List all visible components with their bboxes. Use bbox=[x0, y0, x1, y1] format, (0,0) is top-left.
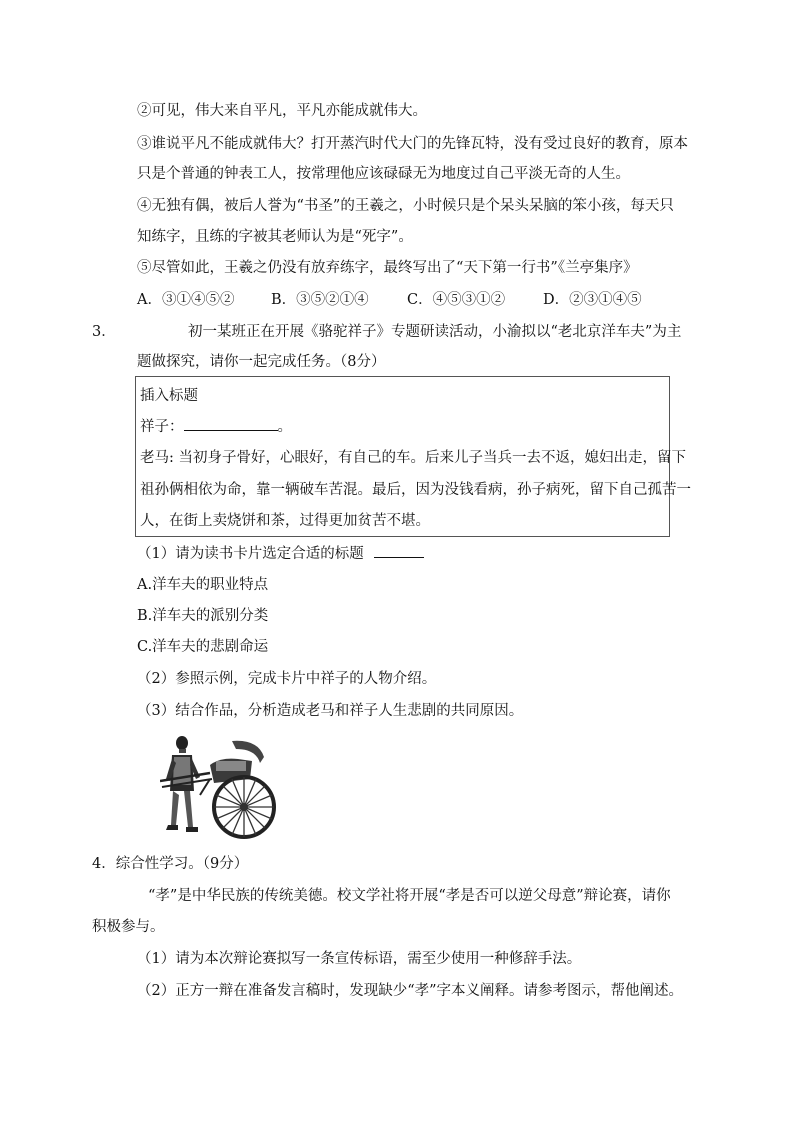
xiangzi-label: 祥子： bbox=[140, 419, 184, 435]
reading-card-xiangzi bbox=[140, 416, 292, 437]
q3-sub3: （3）结合作品，分析造成老马和祥子人生悲剧的共同原因。 bbox=[137, 703, 524, 719]
q4-sub2: （2）正方一辩在准备发言稿时，发现缺少“孝”字本义阐释。请参考图示，帮他阐述。 bbox=[137, 983, 684, 999]
q4-sub1: （1）请为本次辩论赛拟写一条宣传标语，需至少使用一种修辞手法。 bbox=[137, 951, 582, 967]
q4-title: 4．综合性学习。（9分） bbox=[92, 856, 249, 872]
q3-sub1-text: （1）请为读书卡片选定合适的标题 bbox=[137, 546, 364, 562]
q3-choice-c[interactable]: C.洋车夫的悲剧命运 bbox=[137, 639, 269, 655]
q2-options bbox=[137, 290, 642, 310]
rickshaw-svg bbox=[160, 735, 280, 845]
reading-card-laoma-line3: 人，在街上卖烧饼和茶，过得更加贫苦不堪。 bbox=[140, 513, 430, 529]
q3-sub2: （2）参照示例，完成卡片中祥子的人物介绍。 bbox=[137, 671, 437, 687]
q2-option-a[interactable]: A．③①④⑤② bbox=[137, 292, 235, 308]
q3-intro-line2: 题做探究，请你一起完成任务。（8分） bbox=[137, 354, 386, 370]
q3-choice-b[interactable]: B.洋车夫的派别分类 bbox=[137, 608, 269, 624]
q4-intro-line2: 积极参与。 bbox=[92, 919, 165, 935]
q2-option-d[interactable]: D．②③①④⑤ bbox=[543, 292, 642, 308]
rickshaw-puller-illustration bbox=[160, 735, 280, 845]
q3-intro-line1: 初一某班正在开展《骆驼祥子》专题研读活动，小渝拟以“老北京洋车夫”为主 bbox=[188, 324, 682, 340]
q2-item-3-line1: ③谁说平凡不能成就伟大？打开蒸汽时代大门的先锋瓦特，没有受过良好的教育，原本 bbox=[137, 136, 688, 152]
q2-option-b[interactable]: B．③⑤②①④ bbox=[271, 292, 369, 308]
q3-choice-a[interactable]: A.洋车夫的职业特点 bbox=[137, 577, 269, 593]
q3-sub1 bbox=[137, 543, 424, 564]
q2-item-4-line1: ④无独有偶，被后人誉为“书圣”的王羲之，小时候只是个呆头呆脑的笨小孩，每天只 bbox=[137, 198, 674, 214]
q2-option-c[interactable]: C．④⑤③①② bbox=[407, 292, 506, 308]
q2-item-3-line2: 只是个普通的钟表工人，按常理他应该碌碌无为地度过自己平淡无奇的人生。 bbox=[137, 166, 630, 182]
reading-card-title: 插入标题 bbox=[140, 388, 198, 404]
reading-card-laoma-line1: 老马: 当初身子骨好，心眼好，有自己的车。后来儿子当兵一去不返，媳妇出走，留下 bbox=[140, 450, 686, 466]
reading-card-laoma-line2: 祖孙俩相依为命，靠一辆破车苦混。最后，因为没钱看病，孙子病死，留下自己孤苦一 bbox=[140, 482, 691, 498]
xiangzi-end-mark: 。 bbox=[277, 419, 292, 435]
q2-item-4-line2: 知练字，且练的字被其老师认为是“死字”。 bbox=[137, 229, 413, 245]
q2-item-2: ②可见，伟大来自平凡，平凡亦能成就伟大。 bbox=[137, 103, 427, 119]
xiangzi-answer-blank[interactable] bbox=[184, 416, 278, 431]
q4-intro-line1: “孝”是中华民族的传统美德。校文学社将开展“孝是否可以逆父母意”辩论赛，请你 bbox=[148, 888, 671, 904]
q2-item-5: ⑤尽管如此，王羲之仍没有放弃练字，最终写出了“天下第一行书”《兰亭集序》 bbox=[137, 260, 638, 276]
q3-number: 3． bbox=[92, 324, 116, 340]
q3-sub1-answer-blank[interactable] bbox=[374, 543, 424, 558]
